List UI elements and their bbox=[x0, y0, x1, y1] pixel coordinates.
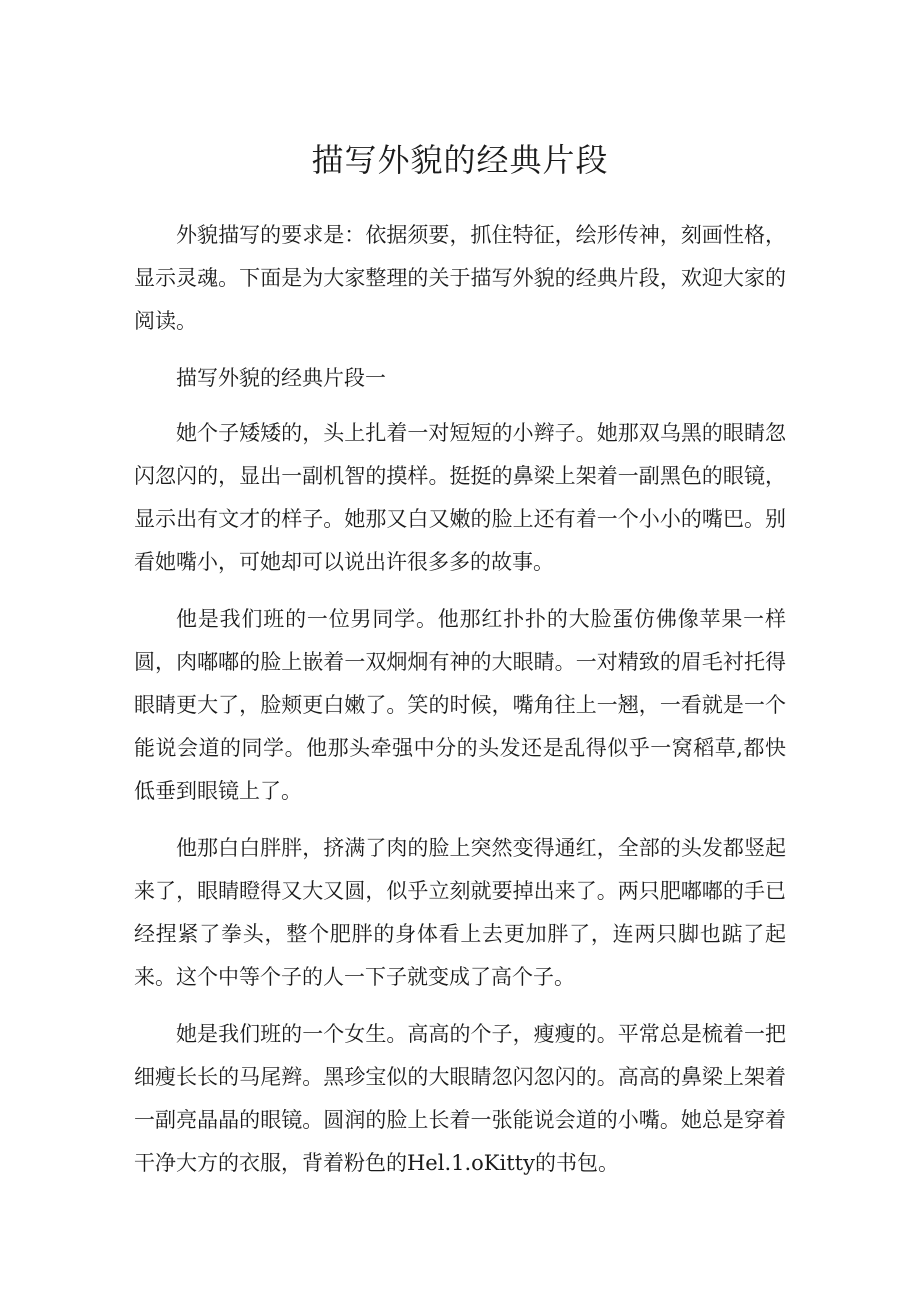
body-paragraph-1: 她个子矮矮的，头上扎着一对短短的小辫子。她那双乌黑的眼睛忽闪忽闪的，显出一副机智的摸样。挺挺的鼻梁上架着一副黑色的眼镜，显示出有文才的样子。她那又白又嫩的脸上还有着一个小小的嘴巴。别看她嘴小，可她却可以说出许很多多的故事。 bbox=[134, 421, 786, 574]
section-heading: 描写外貌的经典片段一 bbox=[176, 366, 386, 390]
page-title: 描写外貌的经典片段 bbox=[311, 141, 609, 179]
document-body bbox=[134, 214, 786, 1199]
body-paragraph-2: 他是我们班的一位男同学。他那红扑扑的大脸蛋仿佛像苹果一样圆，肉嘟嘟的脸上嵌着一双炯炯有神的大眼睛。一对精致的眉毛衬托得眼睛更大了，脸颊更白嫩了。笑的时候，嘴角往上一翘，一看就是一个能说会道的同学。他那头牵强中分的头发还是乱得似乎一窝稻草,都快低垂到眼镜上了。 bbox=[134, 607, 786, 803]
body-paragraph-4: 她是我们班的一个女生。高高的个子，瘦瘦的。平常总是梳着一把细瘦长长的马尾辫。黑珍宝似的大眼睛忽闪忽闪的。高高的鼻梁上架着一副亮晶晶的眼镜。圆润的脸上长着一张能说会道的小嘴。她总是穿着干净大方的衣服，背着粉色的Hel.1.oKitty的书包。 bbox=[134, 1022, 786, 1175]
intro-paragraph: 外貌描写的要求是：依据须要，抓住特征，绘形传神，刻画性格，显示灵魂。下面是为大家整理的关于描写外貌的经典片段，欢迎大家的阅读。 bbox=[134, 223, 786, 333]
body-paragraph-3: 他那白白胖胖，挤满了肉的脸上突然变得通红，全部的头发都竖起来了，眼睛瞪得又大又圆，似乎立刻就要掉出来了。两只肥嘟嘟的手已经捏紧了拳头，整个肥胖的身体看上去更加胖了，连两只脚也踮了起来。这个中等个子的人一下子就变成了高个子。 bbox=[134, 836, 786, 989]
